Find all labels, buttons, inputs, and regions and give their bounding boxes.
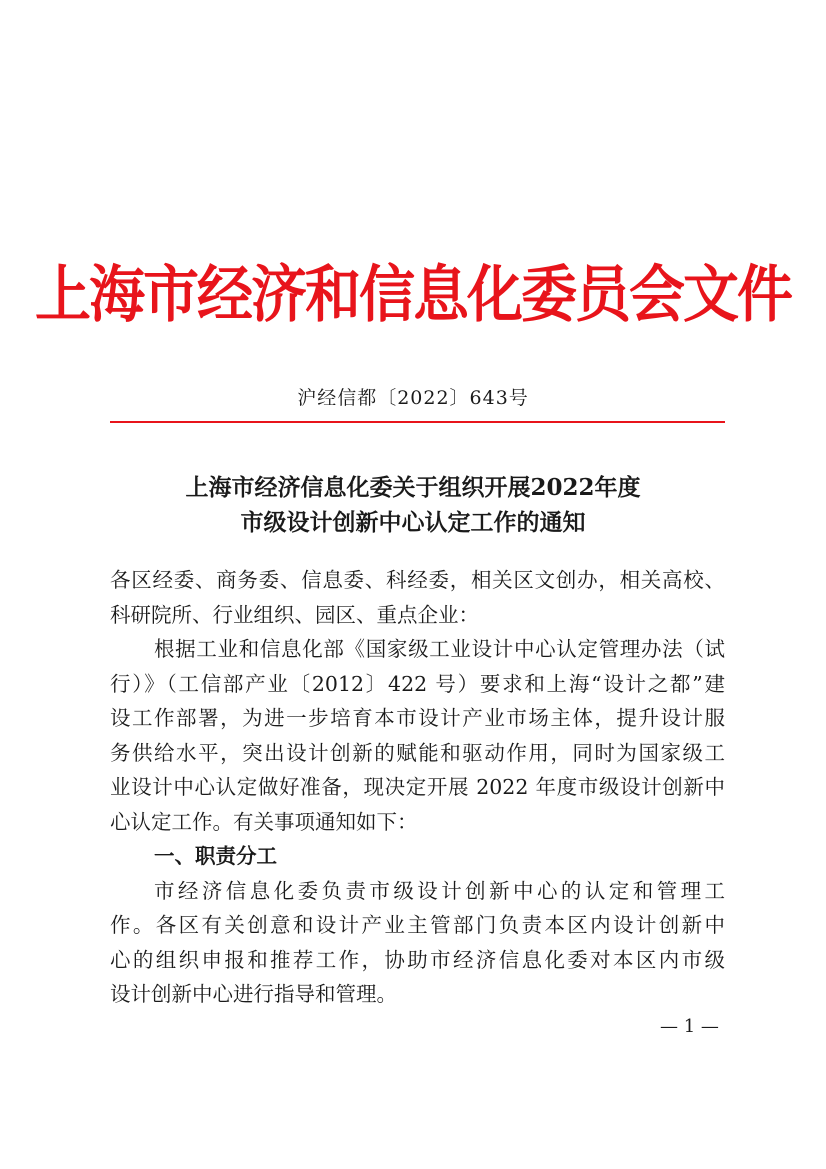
addressee-line: 各区经委、商务委、信息委、科经委，相关区文创办，相关高校、	[110, 568, 725, 592]
page-number: — 1 —	[660, 1016, 719, 1037]
paragraph-line: 市经济信息化委负责市级设计创新中心的认定和管理工	[154, 878, 725, 903]
document-number: 沪经信都〔2022〕643号	[297, 387, 529, 409]
section-heading: 一、职责分工	[154, 844, 277, 868]
red-divider	[110, 421, 725, 423]
title-line: 上海市经济信息化委关于组织开展2022年度	[185, 474, 641, 501]
paragraph-line: 心的组织申报和推荐工作，协助市经济信息化委对本区内市级	[110, 947, 725, 972]
paragraph-line: 行）》（工信部产业〔2012〕422 号）要求和上海“设计之都”建	[110, 671, 725, 696]
paragraph-line: 作。各区有关创意和设计产业主管部门负责本区内设计创新中	[110, 913, 725, 937]
paragraph-line: 心认定工作。有关事项通知如下：	[110, 809, 418, 834]
document-masthead: 上海市经济和信息化委员会文件	[35, 258, 791, 331]
paragraph-line: 设工作部署，为进一步培育本市设计产业市场主体，提升设计服	[110, 706, 725, 730]
paragraph-line: 根据工业和信息化部《国家级工业设计中心认定管理办法（试	[154, 637, 725, 661]
title-line: 市级设计创新中心认定工作的通知	[240, 509, 586, 536]
paragraph-line: 业设计中心认定做好准备，现决定开展 2022 年度市级设计创新中	[110, 775, 725, 799]
paragraph-line: 设计创新中心进行指导和管理。	[110, 982, 397, 1006]
paragraph-line: 务供给水平，突出设计创新的赋能和驱动作用，同时为国家级工	[110, 740, 725, 765]
document-title	[0, 470, 826, 540]
addressee-line: 科研院所、行业组织、园区、重点企业：	[110, 602, 479, 627]
document-body	[110, 563, 725, 1012]
